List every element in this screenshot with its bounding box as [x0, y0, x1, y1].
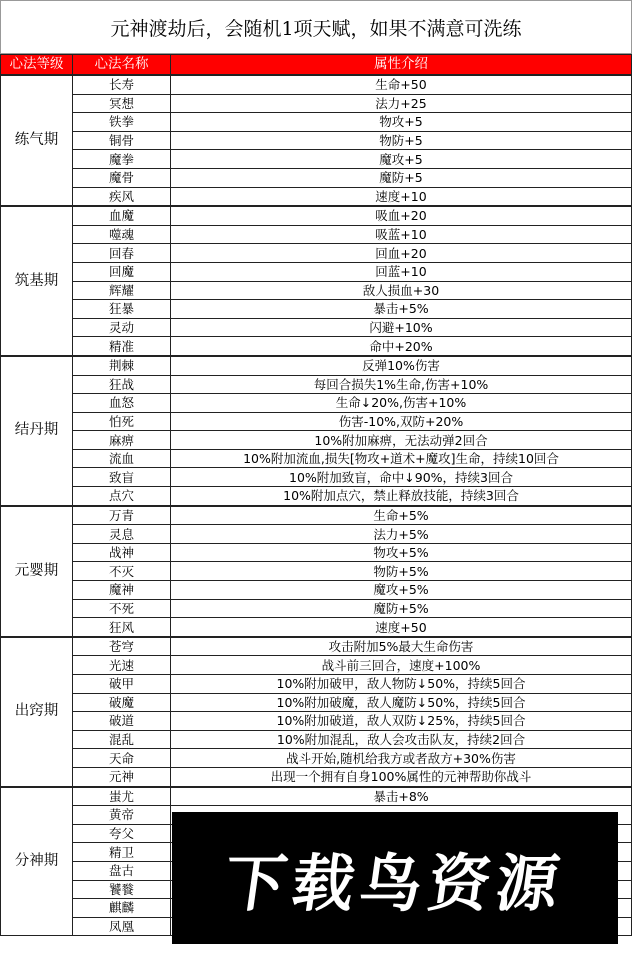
desc-cell: 暴击+5% [171, 300, 632, 319]
name-cell: 长寿 [73, 75, 171, 94]
desc-cell: 魔防+5% [171, 599, 632, 618]
table-row [1, 375, 632, 394]
name-cell: 光速 [73, 656, 171, 675]
level-cell: 练气期 [1, 75, 73, 206]
level-cell: 出窍期 [1, 637, 73, 787]
name-cell: 不灭 [73, 562, 171, 581]
desc-cell: 战斗前三回合，速度+100% [171, 656, 632, 675]
desc-cell: 10%附加破魔，敌人魔防↓50%，持续5回合 [171, 693, 632, 712]
name-cell: 战神 [73, 543, 171, 562]
desc-cell: 魔攻+5 [171, 150, 632, 169]
table-row [1, 506, 632, 525]
table-row [1, 206, 632, 225]
desc-cell: 暴击+8% [171, 787, 632, 806]
table-row [1, 431, 632, 450]
table-row [1, 637, 632, 656]
desc-cell: 反弹10%伤害 [171, 356, 632, 375]
table-row [1, 262, 632, 281]
table-row [1, 599, 632, 618]
desc-cell: 10%附加麻痹，无法动弹2回合 [171, 431, 632, 450]
table-row [1, 337, 632, 356]
name-cell: 回春 [73, 244, 171, 263]
name-cell: 铜骨 [73, 131, 171, 150]
desc-cell: 物防+5% [171, 562, 632, 581]
desc-cell: 魔防+5 [171, 168, 632, 187]
table-body [1, 75, 632, 936]
name-cell: 疾风 [73, 187, 171, 206]
table-row [1, 543, 632, 562]
desc-cell: 敌人损血+30 [171, 281, 632, 300]
table-row [1, 656, 632, 675]
name-cell: 魔拳 [73, 150, 171, 169]
name-cell: 不死 [73, 599, 171, 618]
desc-cell: 每回合损失1%生命,伤害+10% [171, 375, 632, 394]
desc-cell: 物攻+5% [171, 543, 632, 562]
talent-table [0, 54, 632, 936]
desc-cell: 吸蓝+10 [171, 225, 632, 244]
table-row [1, 581, 632, 600]
name-cell: 狂战 [73, 375, 171, 394]
table-row [1, 712, 632, 731]
name-cell: 点穴 [73, 487, 171, 506]
name-cell: 魔骨 [73, 168, 171, 187]
page-title: 元神渡劫后，会随机1项天赋，如果不满意可洗练 [0, 0, 632, 54]
name-cell: 魔神 [73, 581, 171, 600]
name-cell: 破魔 [73, 693, 171, 712]
desc-cell: 吸血+20 [171, 206, 632, 225]
desc-cell: 回血+20 [171, 244, 632, 263]
table-row [1, 487, 632, 506]
name-cell: 破甲 [73, 675, 171, 694]
name-cell: 精卫 [73, 843, 171, 862]
desc-cell: 命中+20% [171, 337, 632, 356]
table-row [1, 562, 632, 581]
table-row [1, 113, 632, 132]
table-row [1, 356, 632, 375]
name-cell: 致盲 [73, 468, 171, 487]
desc-cell: 生命+5% [171, 506, 632, 525]
table-row [1, 394, 632, 413]
name-cell: 辉耀 [73, 281, 171, 300]
name-cell: 流血 [73, 449, 171, 468]
level-cell: 元婴期 [1, 506, 73, 637]
table-header-row [1, 55, 632, 76]
table-row [1, 767, 632, 786]
desc-cell: 攻击附加5%最大生命伤害 [171, 637, 632, 656]
name-cell: 狂暴 [73, 300, 171, 319]
table-row [1, 75, 632, 94]
name-cell: 铁拳 [73, 113, 171, 132]
table-row [1, 300, 632, 319]
level-cell: 筑基期 [1, 206, 73, 356]
name-cell: 血魔 [73, 206, 171, 225]
table-row [1, 150, 632, 169]
name-cell: 天命 [73, 749, 171, 768]
name-cell: 精准 [73, 337, 171, 356]
table-row [1, 787, 632, 806]
table-row [1, 168, 632, 187]
desc-cell: 10%附加致盲，命中↓90%，持续3回合 [171, 468, 632, 487]
desc-cell: 伤害-10%,双防+20% [171, 412, 632, 431]
table-row [1, 730, 632, 749]
name-cell: 回魔 [73, 262, 171, 281]
desc-cell: 10%附加破甲，敌人物防↓50%，持续5回合 [171, 675, 632, 694]
name-cell: 冥想 [73, 94, 171, 113]
desc-cell: 法力+5% [171, 525, 632, 544]
name-cell: 黄帝 [73, 806, 171, 825]
table-row [1, 618, 632, 637]
level-cell: 分神期 [1, 787, 73, 936]
desc-cell: 10%附加破道，敌人双防↓25%，持续5回合 [171, 712, 632, 731]
table-row [1, 244, 632, 263]
name-cell: 饕餮 [73, 880, 171, 899]
desc-cell: 生命+50 [171, 75, 632, 94]
name-cell: 苍穹 [73, 637, 171, 656]
name-cell: 噬魂 [73, 225, 171, 244]
name-cell: 血怒 [73, 394, 171, 413]
header-desc: 属性介绍 [171, 55, 632, 76]
table-row [1, 693, 632, 712]
name-cell: 万青 [73, 506, 171, 525]
desc-cell: 闪避+10% [171, 318, 632, 337]
name-cell: 荆棘 [73, 356, 171, 375]
name-cell: 灵息 [73, 525, 171, 544]
table-row [1, 187, 632, 206]
desc-cell: 出现一个拥有自身100%属性的元神帮助你战斗 [171, 767, 632, 786]
table-row [1, 525, 632, 544]
desc-cell: 10%附加流血,损失[物攻+道术+魔攻]生命，持续10回合 [171, 449, 632, 468]
desc-cell: 物攻+5 [171, 113, 632, 132]
table-row [1, 318, 632, 337]
name-cell: 麒麟 [73, 899, 171, 918]
name-cell: 狂风 [73, 618, 171, 637]
table-row [1, 225, 632, 244]
desc-cell: 速度+10 [171, 187, 632, 206]
desc-cell: 物防+5 [171, 131, 632, 150]
table-row [1, 94, 632, 113]
watermark-text: 下载鸟资源 [219, 846, 570, 920]
desc-cell: 法力+25 [171, 94, 632, 113]
table-row [1, 131, 632, 150]
table-row [1, 449, 632, 468]
table-row [1, 468, 632, 487]
name-cell: 盘古 [73, 861, 171, 880]
desc-cell: 生命↓20%,伤害+10% [171, 394, 632, 413]
desc-cell: 10%附加点穴，禁止释放技能，持续3回合 [171, 487, 632, 506]
table-row [1, 675, 632, 694]
name-cell: 灵动 [73, 318, 171, 337]
desc-cell: 魔攻+5% [171, 581, 632, 600]
table-row [1, 281, 632, 300]
desc-cell: 战斗开始,随机给我方或者敌方+30%伤害 [171, 749, 632, 768]
desc-cell: 速度+50 [171, 618, 632, 637]
desc-cell: 回蓝+10 [171, 262, 632, 281]
name-cell: 麻痹 [73, 431, 171, 450]
header-level: 心法等级 [1, 55, 73, 76]
table-row [1, 749, 632, 768]
header-name: 心法名称 [73, 55, 171, 76]
name-cell: 混乱 [73, 730, 171, 749]
level-cell: 结丹期 [1, 356, 73, 506]
table-row [1, 412, 632, 431]
name-cell: 蚩尤 [73, 787, 171, 806]
desc-cell: 10%附加混乱，敌人会攻击队友，持续2回合 [171, 730, 632, 749]
name-cell: 怕死 [73, 412, 171, 431]
watermark-logo [172, 812, 618, 944]
name-cell: 破道 [73, 712, 171, 731]
name-cell: 凤凰 [73, 917, 171, 936]
name-cell: 夸父 [73, 824, 171, 843]
name-cell: 元神 [73, 767, 171, 786]
